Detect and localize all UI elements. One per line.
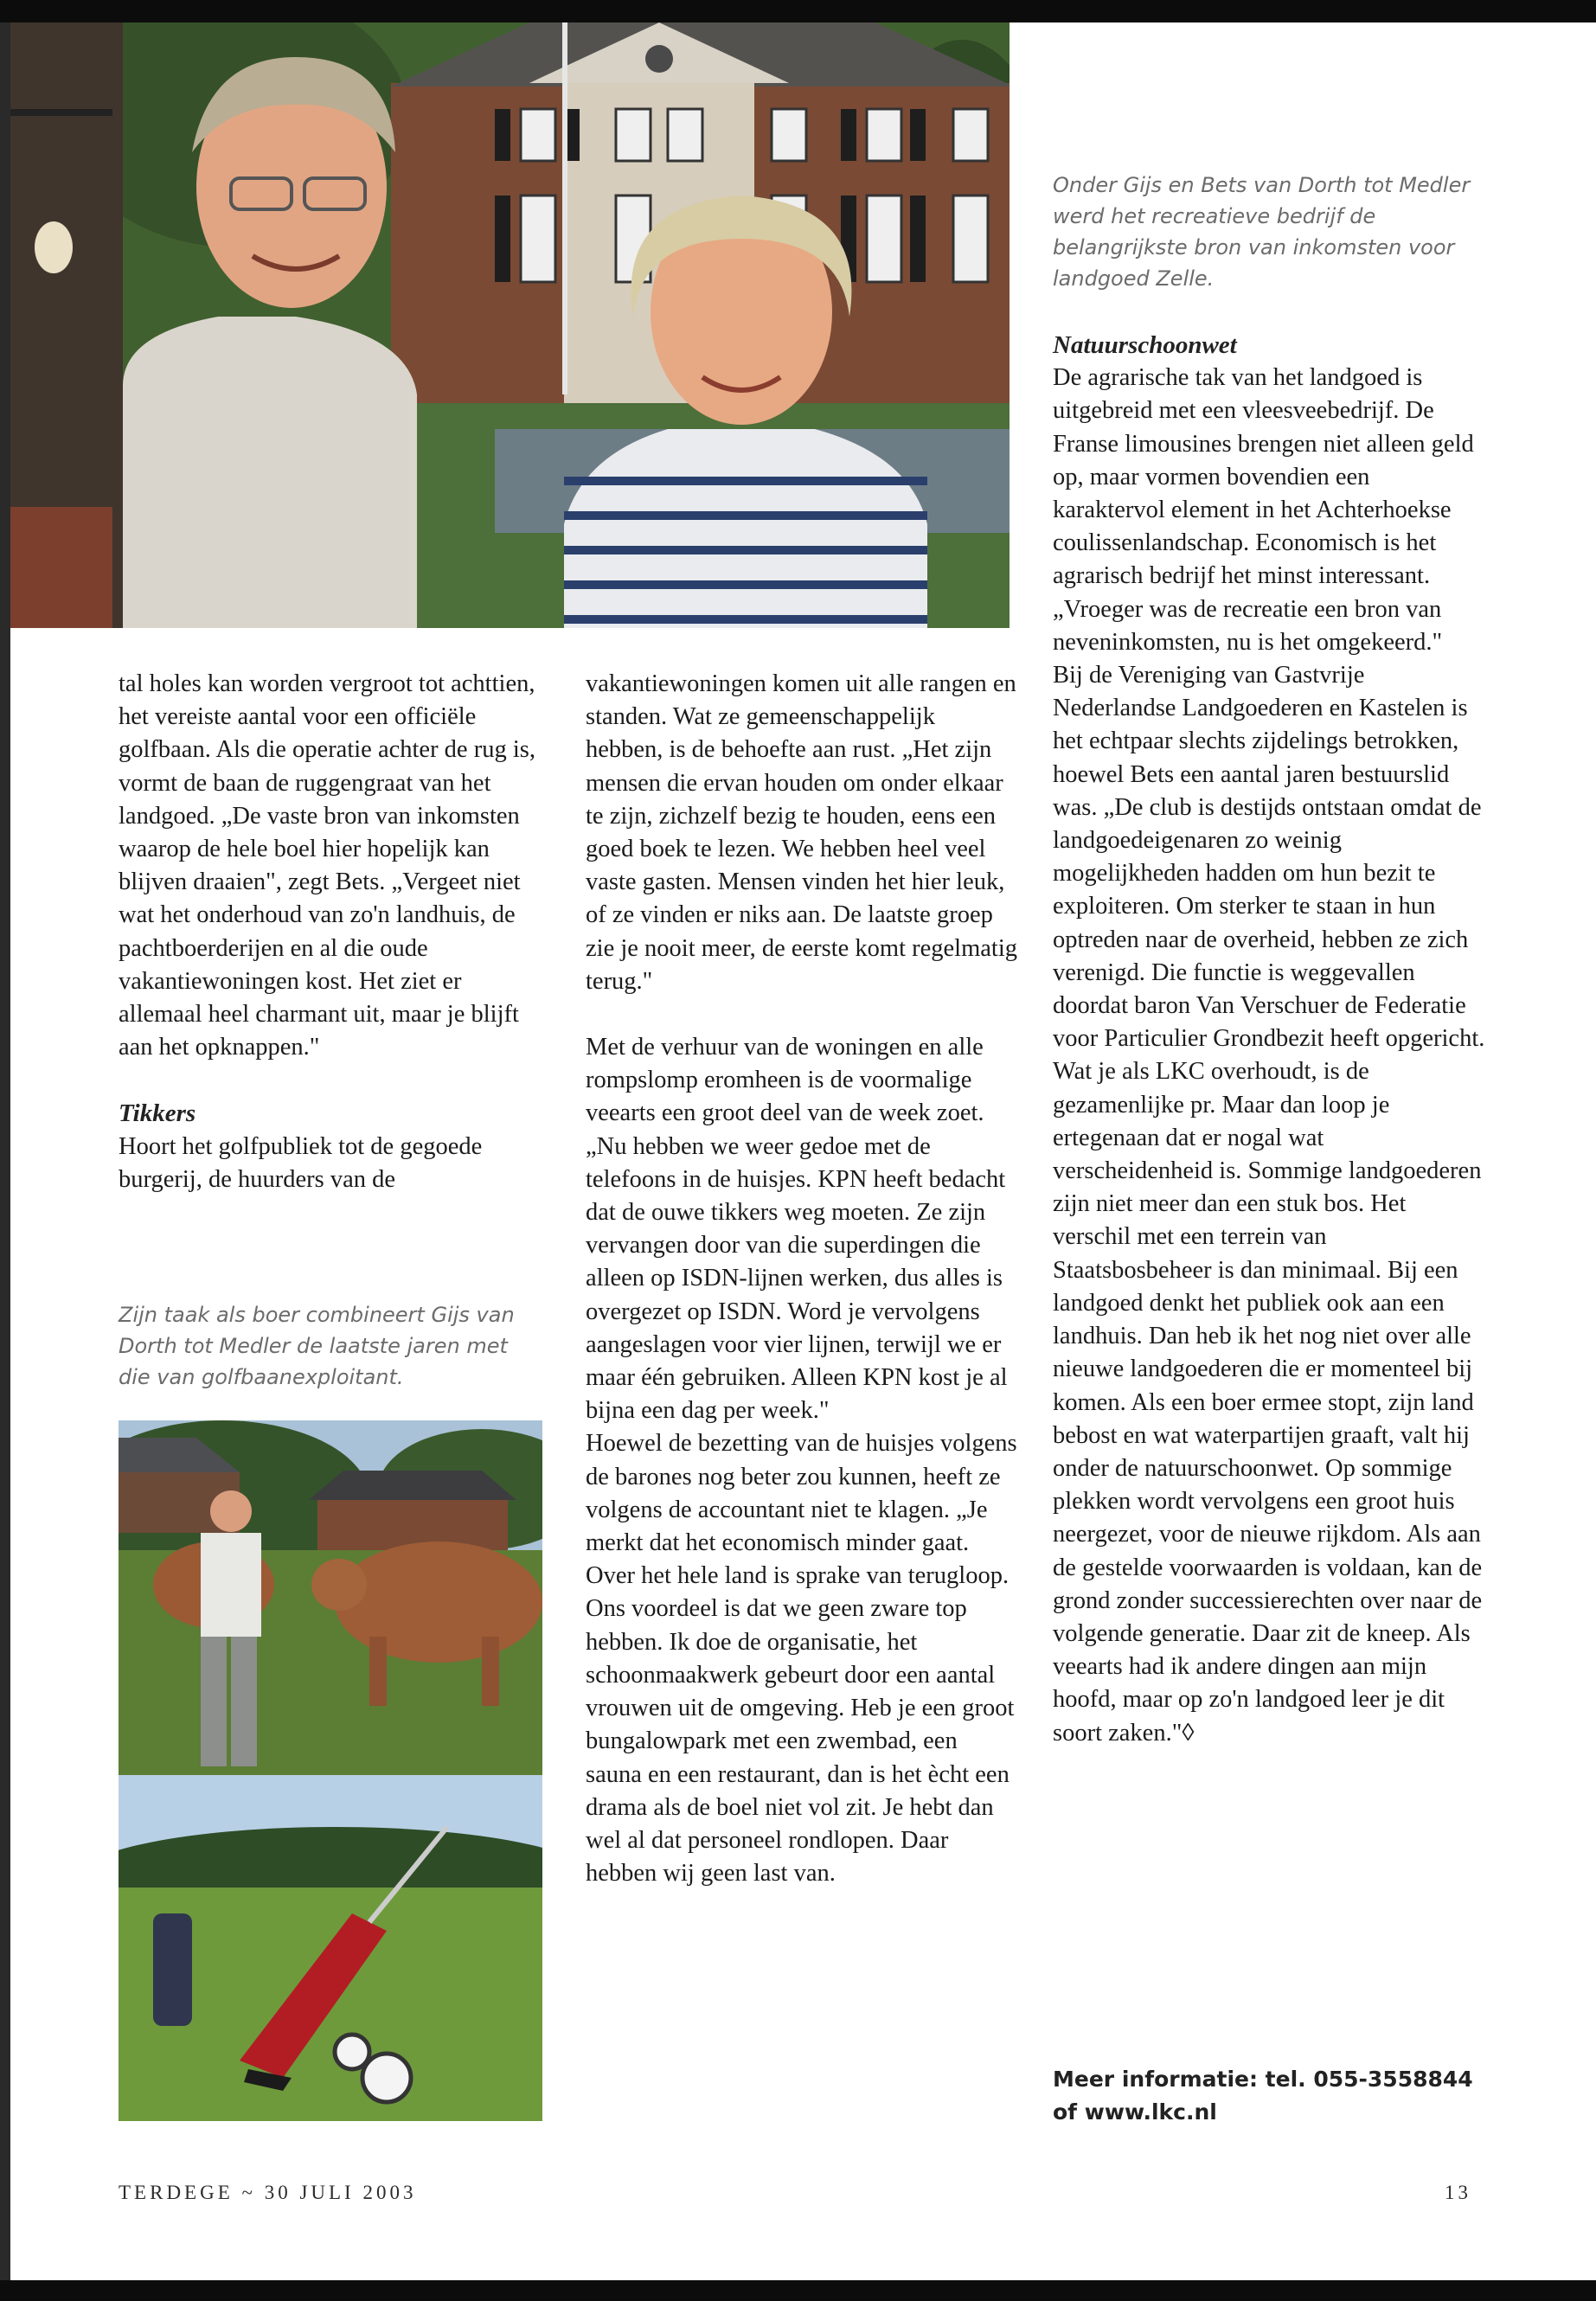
caption-top: Onder Gijs en Bets van Dorth tot Medler werd het recreatieve bedrijf de belangrijkste bron van inkomsten voor landgoed Zelle. <box>1053 173 1471 291</box>
text-column-3 <box>1053 329 1485 1750</box>
body-paragraph: Hoewel de bezetting van de huisjes volgens de barones nog beter zou kunnen, heeft ze volgens de accountant niet te klagen. „Je merkt dat het economisch minder gaat. Over het hele land is sprake van terugloop. Ons voordeel is dat we geen zware top hebben. Ik doe de organisatie, het schoonmaakwerk gebeurt door een aantal vrouwen uit de omgeving. Heb je een groot bungalowpark met een zwembad, een sauna en een restaurant, dan is het ècht een drama als de boel niet vol zit. Je hebt dan wel al dat personeel rondlopen. Daar hebben wij geen last van. <box>586 1430 1017 1888</box>
contact-info <box>1053 2063 1503 2129</box>
body-paragraph: Hoort het golfpubliek tot de gegoede burgerij, de huurders van de <box>119 1132 483 1193</box>
body-paragraph: vakantiewoningen komen uit alle rangen en standen. Wat ze gemeenschappelijk hebben, is de behoefte aan rust. „Het zijn mensen die ervan houden om onder elkaar te zijn, zichzelf bezig te houden, eens een goed boek te lezen. We hebben heel veel vaste gasten. Mensen vinden het hier leuk, of ze vinden er niks aan. De laatste groep zie je nooit meer, de eerste komt regelmatig terug." <box>586 670 1017 995</box>
hero-illustration <box>10 22 1010 628</box>
cows-illustration <box>119 1420 542 1775</box>
page-left-border <box>0 22 10 2280</box>
caption-middle: Zijn taak als boer combineert Gijs van Dorth tot Medler de laatste jaren met die van golfbaanexploitant. <box>119 1303 515 1389</box>
hero-photo-couple-manor <box>10 22 1010 628</box>
text-column-2 <box>586 668 1018 1890</box>
text-column-1 <box>119 668 542 1196</box>
page-top-border <box>0 0 1596 22</box>
photo-farmer-cows <box>119 1420 542 1775</box>
subhead-tikkers: Tikkers <box>119 1099 196 1128</box>
page-number: 13 <box>1445 2182 1471 2203</box>
page-bottom-border <box>0 2280 1596 2301</box>
subhead-natuurschoonwet: Natuurschoonwet <box>1053 331 1237 359</box>
footer-magazine-date: TERDEGE ~ 30 JULI 2003 <box>119 2182 417 2203</box>
body-paragraph: Met de verhuur van de woningen en alle rompslomp eromheen is de voormalige veearts een groot deel van de week zoet. „Nu hebben we weer gedoe met de telefoons in de huisjes. KPN heeft bedacht dat de ouwe tikkers weg moeten. Ze zijn vervangen door van die superdingen die alleen op ISDN-lijnen werken, dus alles is overgezet op ISDN. Word je vervolgens aangeslagen voor vier lijnen, terwijl we er maar één gebruiken. Alleen KPN kost je al bijna een dag per week." <box>586 1034 1008 1425</box>
contact-phone: Meer informatie: tel. 055-3558844 <box>1053 2067 1473 2092</box>
body-paragraph: Bij de Vereniging van Gastvrije Nederlandse Landgoederen en Kastelen is het echtpaar slechts zijdelings betrokken, hoewel Bets een aantal jaren bestuurslid was. „De club is destijds ontstaan omdat de landgoedeigenaren zo weinig mogelijkheden hadden om hun bezit te exploiteren. Om sterker te staan in hun optreden naar de overheid, hebben ze zich verenigd. Die functie is weggevallen doordat baron Van Verschuer de Federatie voor Particulier Grondbezit heeft opgericht. Wat je als LKC overhoudt, is de gezamenlijke pr. Maar dan loop je ertegenaan dat er nogal wat verscheidenheid is. Sommige landgoederen zijn niet meer dan een stuk bos. Het verschil met een terrein van Staatsbosbeheer is dan minimaal. Bij een landgoed denkt het publiek ook aan een landhuis. Dan heb ik het nog niet over alle nieuwe landgoederen die er momenteel bij komen. Als een boer ermee stopt, zijn land bebost en wat waterpartijen graaft, valt hij onder de natuurschoonwet. Op sommige plekken wordt vervolgens een groot huis neergezet, voor de nieuwe rijkdom. Als aan de gestelde voorwaarden is voldaan, kan de grond zonder successierechten over naar de volgende generatie. Daar zit de kneep. Als veearts had ik andere dingen aan mijn hoofd, maar op zo'n landgoed leer je dit soort zaken."◊ <box>1053 662 1485 1747</box>
body-paragraph: De agrarische tak van het landgoed is uitgebreid met een vleesveebedrijf. De Franse limousines brengen niet alleen geld op, maar vormen bovendien een karaktervol element in het Achterhoekse coulissenlandschap. Economisch is het agrarisch bedrijf het minst interessant. „Vroeger was de recreatie een bron van neveninkomsten, nu is het omgekeerd." <box>1053 364 1474 656</box>
golf-illustration <box>119 1775 542 2121</box>
body-paragraph: tal holes kan worden vergroot tot achttien, het vereiste aantal voor een officiële golfbaan. Als die operatie achter de rug is, vormt de baan de ruggengraat van het landgoed. „De vaste bron van inkomsten waarop de hele boel hier hopelijk kan blijven draaien", zegt Bets. „Vergeet niet wat het onderhoud van zo'n landhuis, de pachtboerderijen en al die oude vakantiewoningen kost. Het ziet er allemaal heel charmant uit, maar je blijft aan het opknappen." <box>119 670 535 1061</box>
photo-golf-bag <box>119 1775 542 2121</box>
contact-website: of www.lkc.nl <box>1053 2099 1217 2125</box>
